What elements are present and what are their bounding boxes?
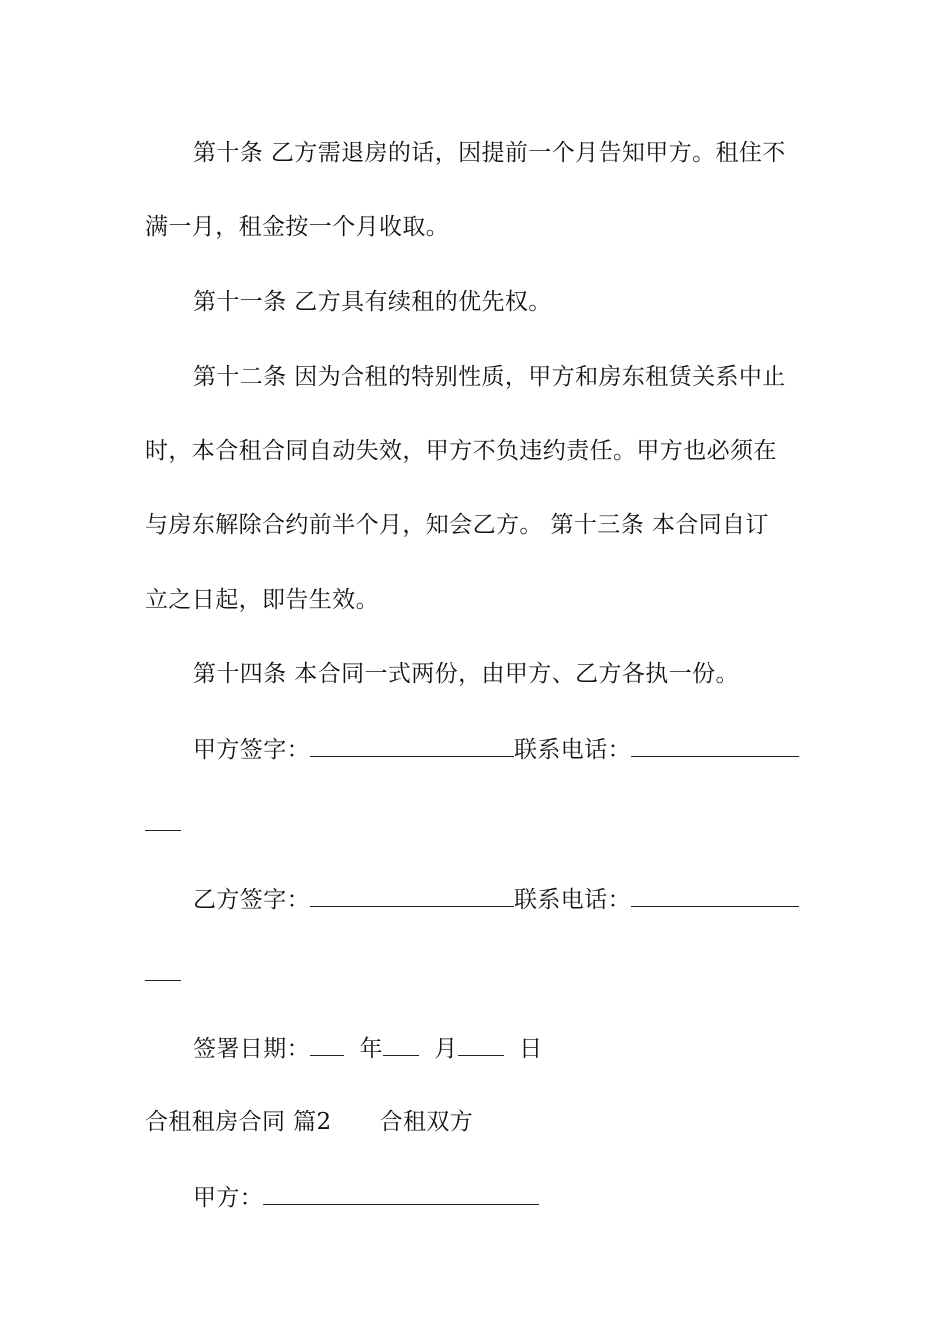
signing-date-label: 签署日期：	[193, 1036, 310, 1062]
party-a-signature-line	[193, 734, 858, 765]
year-blank[interactable]	[310, 1033, 344, 1056]
paragraph-line: 第十条 乙方需退房的话，因提前一个月告知甲方。租住不	[193, 140, 786, 166]
party-a-label: 甲方：	[193, 1185, 264, 1211]
party-b-phone-label: 联系电话：	[514, 887, 631, 913]
party-b-phone-blank[interactable]	[631, 884, 799, 907]
paragraph-line: 与房东解除合约前半个月，知会乙方。 第十三条 本合同自订	[145, 512, 769, 538]
paragraph-line: 满一月，租金按一个月收取。	[145, 214, 450, 240]
party-a-phone-blank[interactable]	[631, 734, 799, 757]
party-b-sign-blank[interactable]	[310, 884, 514, 907]
month-label: 月	[434, 1036, 458, 1062]
party-a-phone-label: 联系电话：	[514, 737, 631, 763]
section-title-line	[145, 1107, 810, 1137]
paragraph-line: 第十四条 本合同一式两份，由甲方、乙方各执一份。	[193, 661, 739, 687]
day-blank[interactable]	[458, 1033, 504, 1056]
signing-date-line	[193, 1033, 858, 1064]
party-b-sign-label: 乙方签字：	[193, 887, 310, 913]
month-blank[interactable]	[383, 1033, 419, 1056]
paragraph-line: 时，本合租合同自动失效，甲方不负违约责任。甲方也必须在	[145, 438, 777, 464]
party-b-phone-blank-continued	[145, 958, 810, 989]
party-a-line	[193, 1182, 858, 1213]
party-a-name-blank[interactable]	[263, 1182, 539, 1205]
paragraph-line: 第十二条 因为合租的特别性质，甲方和房东租赁关系中止	[193, 364, 786, 390]
year-label: 年	[359, 1036, 383, 1062]
paragraph-line: 第十一条 乙方具有续租的优先权。	[193, 289, 552, 315]
day-label: 日	[519, 1036, 543, 1062]
section-title: 合租租房合同 篇2	[145, 1109, 332, 1135]
party-a-phone-blank-end[interactable]	[145, 808, 181, 831]
party-a-phone-blank-continued	[145, 808, 810, 839]
party-a-sign-blank[interactable]	[310, 734, 514, 757]
party-b-signature-line	[193, 884, 858, 915]
party-a-sign-label: 甲方签字：	[193, 737, 310, 763]
party-b-phone-blank-end[interactable]	[145, 958, 181, 981]
paragraph-line: 立之日起，即告生效。	[145, 587, 379, 613]
parties-heading: 合租双方	[379, 1109, 474, 1135]
